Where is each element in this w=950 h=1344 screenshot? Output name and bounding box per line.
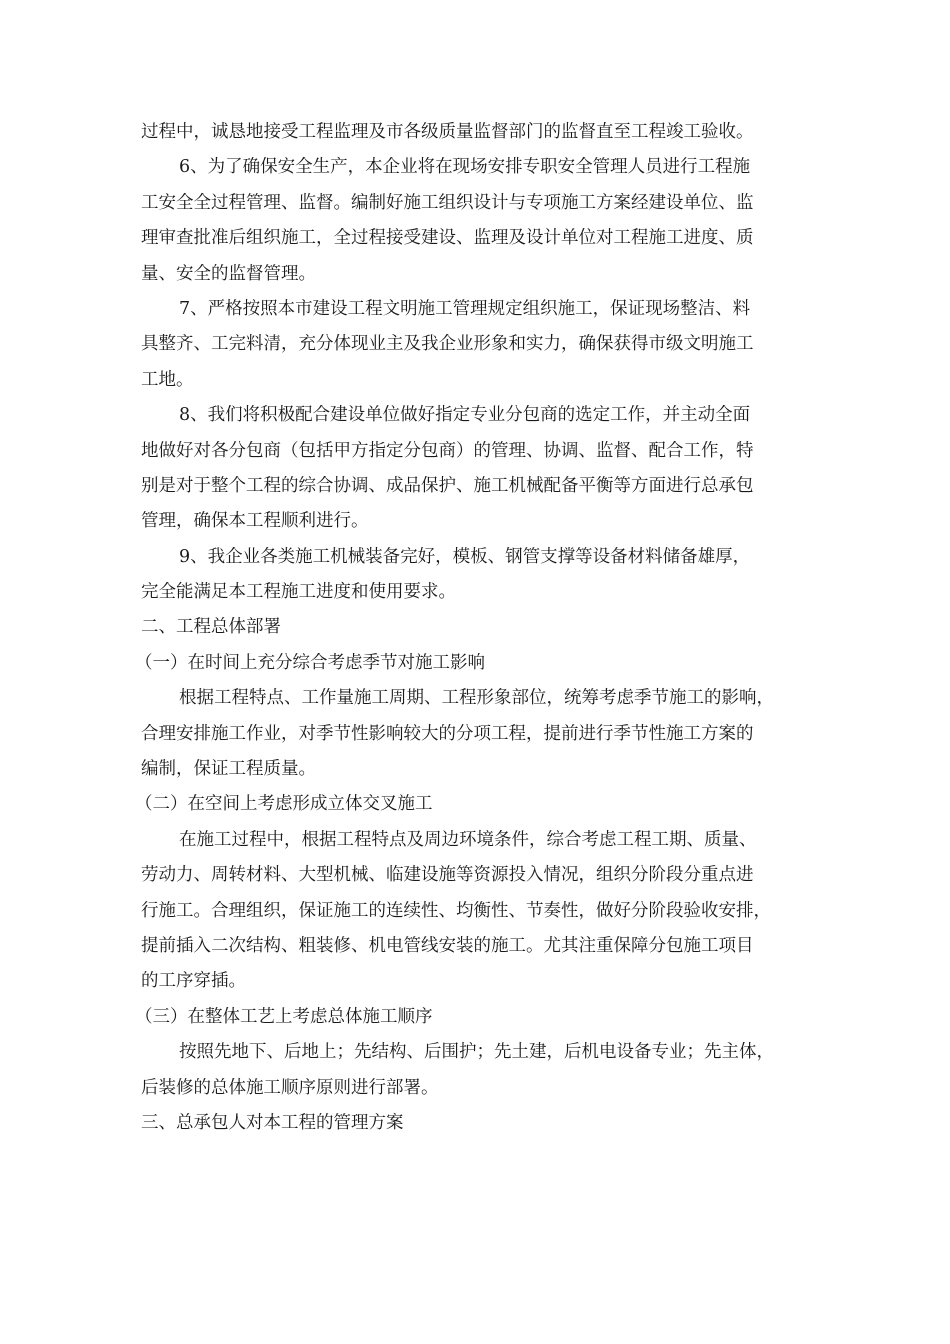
text-line: 地做好对各分包商（包括甲方指定分包商）的管理、协调、监督、配合工作，特 bbox=[141, 440, 754, 461]
text-line: 提前插入二次结构、粗装修、机电管线安装的施工。尤其注重保障分包施工项目 bbox=[141, 935, 754, 956]
text-line: 量、安全的监督管理。 bbox=[141, 263, 316, 284]
text-line: 8、我们将积极配合建设单位做好指定专业分包商的选定工作，并主动全面 bbox=[179, 405, 751, 426]
text-line: 7、严格按照本市建设工程文明施工管理规定组织施工，保证现场整洁、料 bbox=[179, 298, 751, 319]
text-line: 行施工。合理组织，保证施工的连续性、均衡性、节奏性，做好分阶段验收安排， bbox=[141, 900, 771, 921]
text-line: 合理安排施工作业，对季节性影响较大的分项工程，提前进行季节性施工方案的 bbox=[141, 723, 754, 744]
text-line: 编制，保证工程质量。 bbox=[141, 759, 316, 780]
text-line: 过程中，诚恳地接受工程监理及市各级质量监督部门的监督直至工程竣工验收。 bbox=[141, 122, 754, 142]
text-line: 后装修的总体施工顺序原则进行部署。 bbox=[141, 1077, 439, 1098]
text-line: 工安全全过程管理、监督。编制好施工组织设计与专项施工方案经建设单位、监 bbox=[141, 192, 754, 213]
section-subheading: （二）在空间上考虑形成立体交叉施工 bbox=[135, 794, 433, 815]
text-line: 别是对于整个工程的综合协调、成品保护、施工机械配备平衡等方面进行总承包 bbox=[141, 475, 754, 496]
text-line: 理审查批准后组织施工，全过程接受建设、监理及设计单位对工程施工进度、质 bbox=[141, 228, 754, 249]
text-line: 9、我企业各类施工机械装备完好，模板、钢管支撑等设备材料储备雄厚， bbox=[179, 546, 751, 567]
text-line: 按照先地下、后地上；先结构、后围护；先土建，后机电设备专业；先主体， bbox=[179, 1042, 774, 1063]
text-line: 的工序穿插。 bbox=[141, 971, 246, 992]
section-subheading: （三）在整体工艺上考虑总体施工顺序 bbox=[135, 1006, 433, 1027]
text-line: 劳动力、周转材料、大型机械、临建设施等资源投入情况，组织分阶段分重点进 bbox=[141, 865, 754, 886]
text-line: 根据工程特点、工作量施工周期、工程形象部位，统筹考虑季节施工的影响， bbox=[179, 688, 774, 709]
document-body bbox=[135, 115, 831, 1141]
text-line: 三、总承包人对本工程的管理方案 bbox=[141, 1112, 404, 1133]
text-line: 6、为了确保安全生产，本企业将在现场安排专职安全管理人员进行工程施 bbox=[179, 157, 751, 178]
text-line: 完全能满足本工程施工进度和使用要求。 bbox=[141, 582, 456, 603]
text-line: 工地。 bbox=[141, 369, 194, 390]
text-line: 具整齐、工完料清，充分体现业主及我企业形象和实力，确保获得市级文明施工 bbox=[141, 334, 754, 355]
section-subheading: （一）在时间上充分综合考虑季节对施工影响 bbox=[135, 652, 485, 673]
text-line: 二、工程总体部署 bbox=[141, 617, 281, 638]
text-line: 在施工过程中，根据工程特点及周边环境条件，综合考虑工程工期、质量、 bbox=[179, 829, 757, 850]
text-line: 管理，确保本工程顺利进行。 bbox=[141, 511, 369, 532]
